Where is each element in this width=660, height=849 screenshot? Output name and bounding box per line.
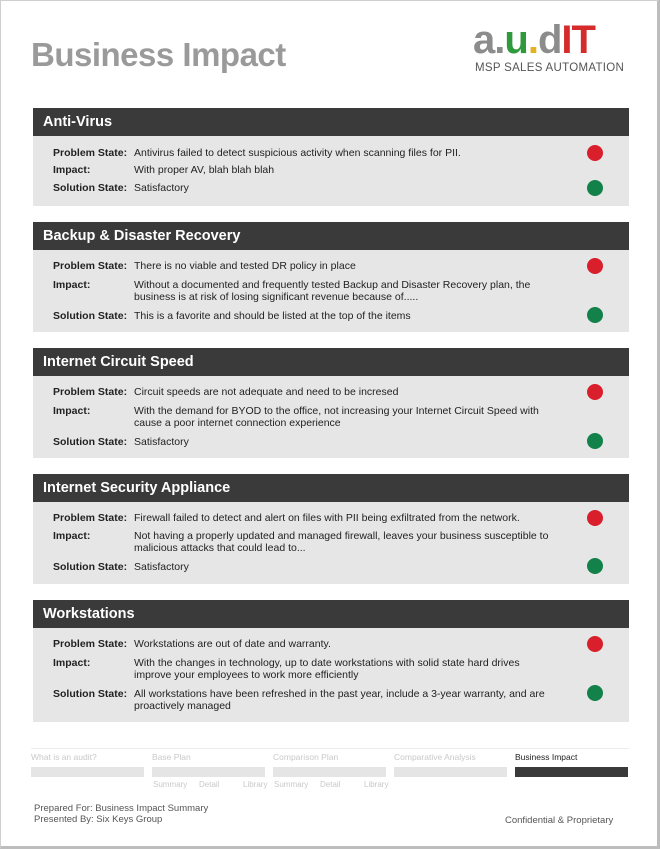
solution-status-indicator	[587, 558, 603, 574]
section-title: Internet Security Appliance	[33, 474, 629, 502]
progress-divider	[31, 748, 629, 749]
impact-label: Impact:	[53, 405, 91, 417]
solution-status-indicator	[587, 685, 603, 701]
confidential-note: Confidential & Proprietary	[505, 815, 614, 826]
problem-text: There is no viable and tested DR policy in place	[134, 260, 356, 272]
section-title: Workstations	[33, 600, 629, 628]
step-bar	[273, 767, 386, 777]
problem-status-indicator	[587, 510, 603, 526]
solution-text: This is a favorite and should be listed at the top of the items	[134, 310, 411, 322]
prepared-for: Prepared For: Business Impact Summary	[34, 803, 209, 814]
audit-logo	[471, 18, 625, 78]
impact-label: Impact:	[53, 164, 91, 176]
impact-label: Impact:	[53, 657, 91, 669]
section-title: Backup & Disaster Recovery	[33, 222, 629, 250]
solution-text: Satisfactory	[134, 182, 189, 194]
step-label: Base Plan	[152, 752, 191, 762]
step-bar	[31, 767, 144, 777]
problem-text: Firewall failed to detect and alert on files with PII being exfiltrated from the network.	[134, 512, 520, 524]
section-anti-virus	[33, 108, 629, 206]
section-body	[33, 502, 629, 584]
substep-comparison-library[interactable]: Library	[364, 780, 389, 789]
step-label: What is an audit?	[31, 752, 97, 762]
step-label: Business Impact	[515, 752, 578, 762]
solution-text: Satisfactory	[134, 436, 189, 448]
logo-wordmark: a.u.dIT	[473, 18, 595, 62]
problem-text: Antivirus failed to detect suspicious activity when scanning files for PII.	[134, 147, 461, 159]
solution-text: All workstations have been refreshed in the past year, include a 3-year warranty, and are proactively managed	[134, 688, 545, 712]
problem-status-indicator	[587, 258, 603, 274]
impact-text: With the changes in technology, up to date workstations with solid state hard drives improve your employees to work more efficiently	[134, 657, 520, 681]
section-body	[33, 250, 629, 332]
section-title: Internet Circuit Speed	[33, 348, 629, 376]
section-internet-circuit-speed	[33, 348, 629, 458]
step-business-impact[interactable]	[515, 752, 628, 762]
step-base-plan[interactable]	[152, 752, 265, 762]
solution-label: Solution State:	[53, 182, 128, 194]
step-label: Comparison Plan	[273, 752, 339, 762]
solution-label: Solution State:	[53, 436, 128, 448]
substep-base-summary[interactable]: Summary	[153, 780, 188, 789]
problem-status-indicator	[587, 145, 603, 161]
section-body	[33, 136, 629, 206]
problem-label: Problem State:	[53, 386, 128, 398]
page-title: Business Impact	[31, 36, 286, 73]
section-title: Anti-Virus	[33, 108, 629, 136]
impact-text: Not having a properly updated and managed firewall, leaves your business susceptible to malicious attacks that could lead to...	[134, 530, 549, 554]
section-backup-disaster-recovery	[33, 222, 629, 332]
solution-label: Solution State:	[53, 561, 128, 573]
problem-status-indicator	[587, 384, 603, 400]
substep-base-detail[interactable]: Detail	[199, 780, 220, 789]
section-body	[33, 376, 629, 458]
problem-label: Problem State:	[53, 512, 128, 524]
step-comparative-analysis[interactable]	[394, 752, 507, 762]
solution-label: Solution State:	[53, 688, 128, 700]
problem-label: Problem State:	[53, 638, 128, 650]
section-workstations	[33, 600, 629, 722]
problem-text: Circuit speeds are not adequate and need to be incresed	[134, 386, 399, 398]
footer-left	[34, 803, 208, 825]
section-body	[33, 628, 629, 722]
logo-tagline: MSP SALES AUTOMATION	[475, 62, 625, 74]
section-internet-security-appliance	[33, 474, 629, 584]
step-bar	[515, 767, 628, 777]
impact-text: Without a documented and frequently tested Backup and Disaster Recovery plan, the business is at risk of losing significant revenue because of.....	[134, 279, 531, 303]
presented-by: Presented By: Six Keys Group	[34, 814, 163, 825]
substep-comparison-summary[interactable]: Summary	[274, 780, 309, 789]
problem-status-indicator	[587, 636, 603, 652]
solution-status-indicator	[587, 307, 603, 323]
step-label: Comparative Analysis	[394, 752, 476, 762]
problem-label: Problem State:	[53, 260, 128, 272]
problem-text: Workstations are out of date and warranty.	[134, 638, 331, 650]
impact-text: With the demand for BYOD to the office, not increasing your Internet Circuit Speed with cause a poor internet connection experience	[134, 405, 539, 429]
solution-status-indicator	[587, 433, 603, 449]
solution-label: Solution State:	[53, 310, 128, 322]
impact-label: Impact:	[53, 279, 91, 291]
substep-base-library[interactable]: Library	[243, 780, 268, 789]
step-bar	[152, 767, 265, 777]
solution-text: Satisfactory	[134, 561, 189, 573]
substep-comparison-detail[interactable]: Detail	[320, 780, 341, 789]
impact-text: With proper AV, blah blah blah	[134, 164, 275, 176]
problem-label: Problem State:	[53, 147, 128, 159]
impact-label: Impact:	[53, 530, 91, 542]
step-what-is-an-audit[interactable]	[31, 752, 144, 762]
step-comparison-plan[interactable]	[273, 752, 386, 762]
step-bar	[394, 767, 507, 777]
solution-status-indicator	[587, 180, 603, 196]
